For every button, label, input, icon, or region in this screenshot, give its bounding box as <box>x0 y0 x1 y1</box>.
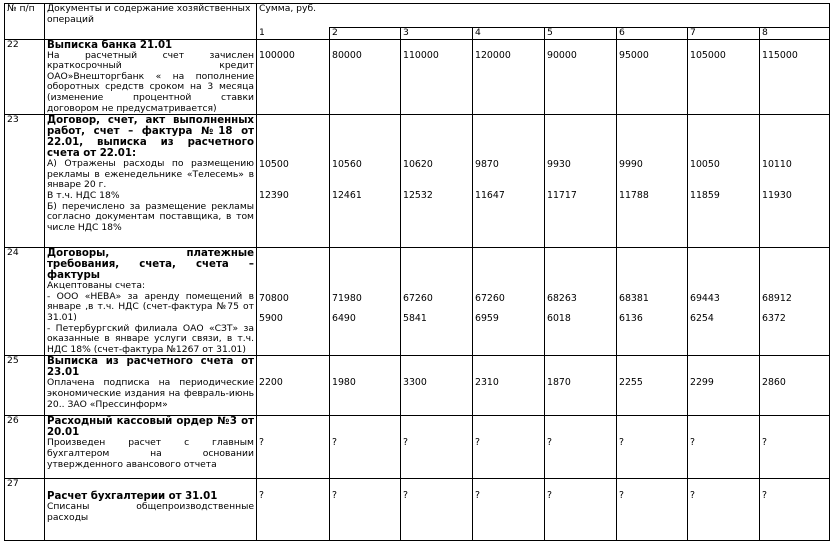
amount-cell: 3300 <box>401 356 473 416</box>
operation-text-b: Б) перечислено за размещение рекламы согласно документам поставщика, в том числе НДС 18% <box>47 200 254 233</box>
operation-text: Оплачена подписка на периодические экономические издания на февраль-июнь 20.. ЗАО «Прессинформ» <box>47 377 254 410</box>
operation-item-1: - ООО «НЕВА» за аренду помещений в январе ,в т.ч. НДС (счет-фактура №75 от 31.01) <box>47 290 254 323</box>
amount-cell: 68263 6018 <box>545 248 617 356</box>
amount-cell: ? <box>401 479 473 541</box>
variant-label: 2 <box>330 28 401 40</box>
operation-text: Списаны общепроизводственные расходы <box>47 501 254 523</box>
operation-item-2: - Петербургский филиала ОАО «СЗТ» за оказанные в январе услуги связи, в т.ч. НДС 18% (счет-фактура №1267 от 31.01) <box>47 322 254 355</box>
amount-cell: ? <box>473 416 545 479</box>
amount-cell: 115000 <box>760 39 830 115</box>
table-row <box>5 115 830 248</box>
amount-cell: ? <box>257 479 330 541</box>
table-header-row <box>5 4 830 28</box>
amount-cell: 69443 6254 <box>688 248 760 356</box>
document-title: Расчет бухгалтерии от 31.01 <box>47 491 218 503</box>
amount-cell: ? <box>760 479 830 541</box>
variant-label: 4 <box>473 28 545 40</box>
amount-cell: ? <box>688 416 760 479</box>
amount-cell: ? <box>617 479 688 541</box>
amount-cell: 90000 <box>545 39 617 115</box>
variant-label: 1 <box>257 28 330 40</box>
header-col-no: № п/п <box>5 4 45 40</box>
operation-description <box>45 356 257 416</box>
operation-description <box>45 39 257 115</box>
operation-description <box>45 479 257 541</box>
amount-cell: 10560 12461 <box>330 115 401 248</box>
amount-cell: 71980 6490 <box>330 248 401 356</box>
amount-cell: 67260 6959 <box>473 248 545 356</box>
amount-cell: 68912 6372 <box>760 248 830 356</box>
amount-cell: ? <box>617 416 688 479</box>
operation-text: Произведен расчет с главным бухгалтером на основании утвержденного авансового отчета <box>47 437 254 470</box>
operation-description <box>45 115 257 248</box>
amount-cell: ? <box>545 416 617 479</box>
amount-cell: 9990 11788 <box>617 115 688 248</box>
amount-cell: 1980 <box>330 356 401 416</box>
row-number: 25 <box>5 356 45 416</box>
amount-cell: 10050 11859 <box>688 115 760 248</box>
amount-cell: 10620 12532 <box>401 115 473 248</box>
document-title: Выписка банка 21.01 <box>47 39 173 51</box>
amount-cell: ? <box>330 416 401 479</box>
document-title: Расходный кассовый ордер №3 от 20.01 <box>47 416 254 439</box>
amount-cell: 9870 11647 <box>473 115 545 248</box>
amount-cell: 2310 <box>473 356 545 416</box>
amount-cell: 110000 <box>401 39 473 115</box>
row-number: 23 <box>5 115 45 248</box>
amount-cell: ? <box>545 479 617 541</box>
operations-table <box>4 3 830 541</box>
amount-cell: 2860 <box>760 356 830 416</box>
table-row <box>5 479 830 541</box>
operation-text-a: А) Отражены расходы по размещению рекламы в еженедельнике «Телесемь» в январе 20 г. <box>47 158 254 191</box>
table-row <box>5 356 830 416</box>
document-title: Договор, счет, акт выполненных работ, счет – фактура №18 от 22.01, выписка из расчетного счета от 22.01: <box>47 115 254 160</box>
amount-cell: 1870 <box>545 356 617 416</box>
amount-cell: 10110 11930 <box>760 115 830 248</box>
amount-cell: 95000 <box>617 39 688 115</box>
operation-description <box>45 248 257 356</box>
row-number: 22 <box>5 39 45 115</box>
amount-cell: 120000 <box>473 39 545 115</box>
amount-cell: ? <box>257 416 330 479</box>
amount-cell: ? <box>688 479 760 541</box>
amount-cell: ? <box>330 479 401 541</box>
amount-cell: ? <box>760 416 830 479</box>
amount-cell: 2255 <box>617 356 688 416</box>
amount-cell: 68381 6136 <box>617 248 688 356</box>
amount-cell: 10500 12390 <box>257 115 330 248</box>
variant-label: 8 <box>760 28 830 40</box>
operation-description <box>45 416 257 479</box>
amount-cell: 80000 <box>330 39 401 115</box>
variant-label: 6 <box>617 28 688 40</box>
table-row <box>5 39 830 115</box>
amount-cell: 70800 5900 <box>257 248 330 356</box>
document-title: Договоры, платежные требования, счета, счета – фактуры <box>47 248 254 282</box>
variant-label: 5 <box>545 28 617 40</box>
amount-cell: ? <box>401 416 473 479</box>
row-number: 26 <box>5 416 45 479</box>
row-number: 24 <box>5 248 45 356</box>
amount-cell: ? <box>473 479 545 541</box>
row-number: 27 <box>5 479 45 541</box>
operation-text: На расчетный счет зачислен краткосрочный кредит ОАО»Внешторгбанк « на пополнение оборотных средств сроком на 3 месяца (изменение процентной ставки договором не предусматривается) <box>47 49 254 114</box>
document-title: Выписка из расчетного счета от 23.01 <box>47 356 254 379</box>
amount-cell: 9930 11717 <box>545 115 617 248</box>
header-col-doc: Документы и содержание хозяйственных операций <box>45 4 257 40</box>
table-row <box>5 416 830 479</box>
table-row <box>5 248 830 356</box>
amount-cell: 2200 <box>257 356 330 416</box>
amount-cell: 67260 5841 <box>401 248 473 356</box>
amount-cell: 100000 <box>257 39 330 115</box>
amount-cell: 2299 <box>688 356 760 416</box>
amount-cell: 105000 <box>688 39 760 115</box>
operation-intro: Акцептованы счета: <box>47 280 146 292</box>
header-col-sum: Сумма, руб. <box>257 4 830 28</box>
variant-label: 3 <box>401 28 473 40</box>
operation-text-a-vat: В т.ч. НДС 18% <box>47 189 120 201</box>
variant-label: 7 <box>688 28 760 40</box>
